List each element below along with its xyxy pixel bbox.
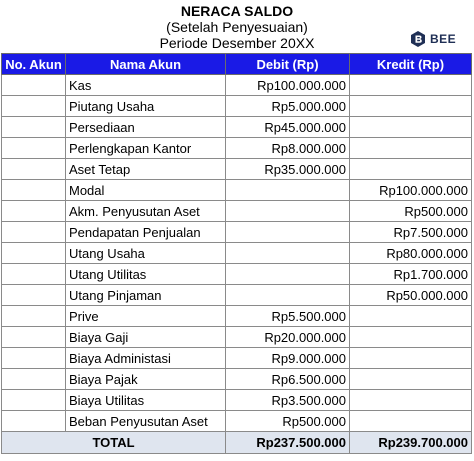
cell-credit: Rp80.000.000 xyxy=(350,243,472,264)
cell-account-number xyxy=(2,96,66,117)
cell-credit xyxy=(350,306,472,327)
cell-account-number xyxy=(2,222,66,243)
table-row xyxy=(2,117,472,138)
cell-account-name: Akm. Penyusutan Aset xyxy=(66,201,226,222)
cell-account-number xyxy=(2,411,66,432)
cell-credit: Rp100.000.000 xyxy=(350,180,472,201)
cell-account-name: Utang Utilitas xyxy=(66,264,226,285)
cell-account-number xyxy=(2,390,66,411)
table-row xyxy=(2,327,472,348)
table-row xyxy=(2,411,472,432)
table-row xyxy=(2,96,472,117)
cell-debit xyxy=(226,201,350,222)
cell-account-name: Biaya Pajak xyxy=(66,369,226,390)
report-title: NERACA SALDO xyxy=(180,3,294,19)
table-row xyxy=(2,369,472,390)
cell-account-number xyxy=(2,285,66,306)
cell-credit xyxy=(350,96,472,117)
cell-debit: Rp5.000.000 xyxy=(226,96,350,117)
cell-debit: Rp20.000.000 xyxy=(226,327,350,348)
cell-account-name: Biaya Gaji xyxy=(66,327,226,348)
cell-debit xyxy=(226,222,350,243)
cell-debit: Rp5.500.000 xyxy=(226,306,350,327)
table-row xyxy=(2,285,472,306)
table-row xyxy=(2,222,472,243)
col-header-no-akun: No. Akun xyxy=(2,54,66,75)
cell-debit xyxy=(226,285,350,306)
cell-account-number xyxy=(2,117,66,138)
table-row xyxy=(2,390,472,411)
cell-debit: Rp35.000.000 xyxy=(226,159,350,180)
cell-account-name: Kas xyxy=(66,75,226,96)
cell-account-number xyxy=(2,243,66,264)
cell-debit xyxy=(226,264,350,285)
cell-debit: Rp45.000.000 xyxy=(226,117,350,138)
table-header-row xyxy=(2,54,472,75)
cell-account-number xyxy=(2,369,66,390)
cell-account-name: Persediaan xyxy=(66,117,226,138)
cell-credit xyxy=(350,75,472,96)
cell-credit xyxy=(350,138,472,159)
cell-debit: Rp8.000.000 xyxy=(226,138,350,159)
cell-debit: Rp100.000.000 xyxy=(226,75,350,96)
cell-account-name: Biaya Administasi xyxy=(66,348,226,369)
cell-account-number xyxy=(2,75,66,96)
table-row xyxy=(2,75,472,96)
table-row xyxy=(2,348,472,369)
total-debit: Rp237.500.000 xyxy=(226,432,350,454)
cell-account-name: Biaya Utilitas xyxy=(66,390,226,411)
cell-credit xyxy=(350,348,472,369)
cell-account-name: Utang Usaha xyxy=(66,243,226,264)
total-credit: Rp239.700.000 xyxy=(350,432,472,454)
cell-account-name: Beban Penyusutan Aset xyxy=(66,411,226,432)
col-header-nama-akun: Nama Akun xyxy=(66,54,226,75)
cell-debit: Rp6.500.000 xyxy=(226,369,350,390)
cell-account-number xyxy=(2,159,66,180)
table-row xyxy=(2,306,472,327)
col-header-debit: Debit (Rp) xyxy=(226,54,350,75)
report-period: Periode Desember 20XX xyxy=(159,35,315,51)
cell-credit xyxy=(350,369,472,390)
cell-account-name: Utang Pinjaman xyxy=(66,285,226,306)
report-subtitle: (Setelah Penyesuaian) xyxy=(166,19,308,35)
col-header-kredit: Kredit (Rp) xyxy=(350,54,472,75)
brand-logo xyxy=(410,30,456,48)
cell-account-number xyxy=(2,306,66,327)
table-row xyxy=(2,243,472,264)
cell-debit xyxy=(226,180,350,201)
cell-account-name: Piutang Usaha xyxy=(66,96,226,117)
table-row xyxy=(2,138,472,159)
cell-credit xyxy=(350,117,472,138)
cell-account-name: Aset Tetap xyxy=(66,159,226,180)
table-row xyxy=(2,180,472,201)
cell-account-name: Pendapatan Penjualan xyxy=(66,222,226,243)
cell-account-name: Modal xyxy=(66,180,226,201)
cell-debit: Rp500.000 xyxy=(226,411,350,432)
cell-debit: Rp9.000.000 xyxy=(226,348,350,369)
cell-account-name: Perlengkapan Kantor xyxy=(66,138,226,159)
total-row xyxy=(2,432,472,454)
table-row xyxy=(2,201,472,222)
cell-account-number xyxy=(2,327,66,348)
cell-account-number xyxy=(2,180,66,201)
cell-debit xyxy=(226,243,350,264)
cell-credit: Rp50.000.000 xyxy=(350,285,472,306)
cell-account-name: Prive xyxy=(66,306,226,327)
cell-credit: Rp7.500.000 xyxy=(350,222,472,243)
logo-text: BEE xyxy=(430,32,457,46)
cell-credit xyxy=(350,159,472,180)
total-label: TOTAL xyxy=(2,432,226,454)
trial-balance-table xyxy=(1,53,472,454)
cell-account-number xyxy=(2,138,66,159)
cell-account-number xyxy=(2,264,66,285)
cell-credit: Rp1.700.000 xyxy=(350,264,472,285)
cell-credit xyxy=(350,327,472,348)
cell-credit xyxy=(350,411,472,432)
cell-credit: Rp500.000 xyxy=(350,201,472,222)
cell-credit xyxy=(350,390,472,411)
table-row xyxy=(2,159,472,180)
cell-debit: Rp3.500.000 xyxy=(226,390,350,411)
cell-account-number xyxy=(2,201,66,222)
table-row xyxy=(2,264,472,285)
cell-account-number xyxy=(2,348,66,369)
bee-hexagon-icon xyxy=(410,30,426,48)
